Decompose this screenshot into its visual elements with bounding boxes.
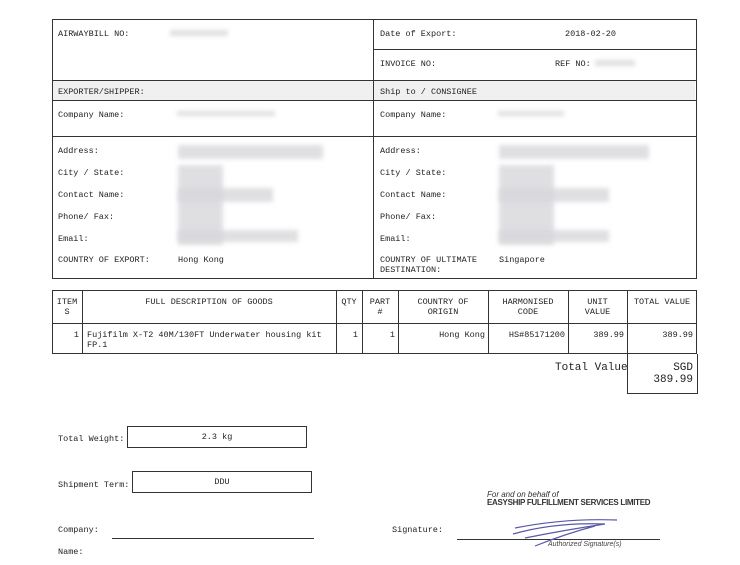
header-qty: QTY xyxy=(341,297,357,307)
divider xyxy=(52,136,697,137)
header-total-value: TOTAL VALUE xyxy=(633,297,691,307)
divider xyxy=(52,323,697,324)
column-divider xyxy=(373,19,374,279)
header-description: FULL DESCRIPTION OF GOODS xyxy=(145,297,273,307)
header-part: PART # xyxy=(369,297,391,317)
row-hs-code: HS#85171200 xyxy=(508,330,565,340)
col-line xyxy=(697,354,698,394)
consignee-company-label: Company Name: xyxy=(380,110,447,120)
row-description: Fujifilm X-T2 40M/130FT Underwater housing kit FP.1 xyxy=(87,330,322,350)
ref-label: REF NO: xyxy=(555,59,591,69)
divider xyxy=(52,80,697,81)
consignee-contact-label: Contact Name: xyxy=(380,190,447,200)
exporter-phone-label: Phone/ Fax: xyxy=(58,212,115,222)
exporter-country-value: Hong Kong xyxy=(178,255,224,265)
row-unit-value: 389.99 xyxy=(593,330,624,340)
total-value-amount: SGD 389.99 xyxy=(653,362,693,386)
exporter-title: EXPORTER/SHIPPER: xyxy=(58,87,145,97)
weight-field: 2.3 kg xyxy=(127,426,307,448)
header-hs-code: HARMONISED CODE xyxy=(502,297,554,317)
company-stamp: For and on behalf of EASYSHIP FULFILLMENT SERVICES LIMITED xyxy=(487,490,651,507)
exporter-address-label: Address: xyxy=(58,146,99,156)
consignee-email-label: Email: xyxy=(380,234,411,244)
consignee-country-label-1: COUNTRY OF ULTIMATE xyxy=(380,255,477,265)
exporter-company-redacted xyxy=(177,111,275,116)
consignee-company-redacted xyxy=(498,111,564,116)
date-value: 2018-02-20 xyxy=(565,29,617,39)
airwaybill-label: AIRWAYBILL NO: xyxy=(58,29,130,39)
exporter-contact-redacted xyxy=(178,188,273,202)
consignee-address-label: Address: xyxy=(380,146,421,156)
exporter-email-redacted xyxy=(178,230,298,242)
row-origin: Hong Kong xyxy=(439,330,485,340)
exporter-country-label: COUNTRY OF EXPORT: xyxy=(58,255,150,265)
weight-label: Total Weight: xyxy=(58,434,125,444)
consignee-contact-redacted xyxy=(499,188,609,202)
signature-label: Signature: xyxy=(392,525,444,535)
header-origin: COUNTRY OF ORIGIN xyxy=(417,297,469,317)
term-label: Shipment Term: xyxy=(58,480,130,490)
header-items: ITEM S xyxy=(56,297,78,317)
consignee-country-label-2: DESTINATION: xyxy=(380,265,442,275)
company-label: Company: xyxy=(58,525,99,535)
divider xyxy=(373,49,697,50)
term-field: DDU xyxy=(132,471,312,493)
row-qty: 1 xyxy=(352,330,358,340)
row-part: 1 xyxy=(389,330,395,340)
name-label: Name: xyxy=(58,547,84,557)
total-value-label: Total Value xyxy=(555,362,628,374)
row-item: 1 xyxy=(73,330,79,340)
consignee-phone-label: Phone/ Fax: xyxy=(380,212,437,222)
consignee-title: Ship to / CONSIGNEE xyxy=(380,87,477,97)
consignee-city-label: City / State: xyxy=(380,168,447,178)
exporter-address-redacted xyxy=(178,145,323,159)
header-unit-value: UNIT VALUE xyxy=(584,297,611,317)
consignee-country-value: Singapore xyxy=(499,255,545,265)
divider xyxy=(627,393,697,394)
row-total-value: 389.99 xyxy=(662,330,693,340)
company-line xyxy=(112,538,314,539)
consignee-address-redacted xyxy=(499,145,649,159)
exporter-city-label: City / State: xyxy=(58,168,125,178)
authorized-signature-caption: Authorized Signature(s) xyxy=(548,541,622,548)
airwaybill-value-redacted xyxy=(170,30,228,36)
date-label: Date of Export: xyxy=(380,29,457,39)
divider xyxy=(52,100,697,101)
ref-value-redacted xyxy=(595,60,635,66)
invoice-label: INVOICE NO: xyxy=(380,59,437,69)
consignee-email-redacted xyxy=(499,230,609,242)
exporter-company-label: Company Name: xyxy=(58,110,125,120)
exporter-email-label: Email: xyxy=(58,234,89,244)
exporter-contact-label: Contact Name: xyxy=(58,190,125,200)
